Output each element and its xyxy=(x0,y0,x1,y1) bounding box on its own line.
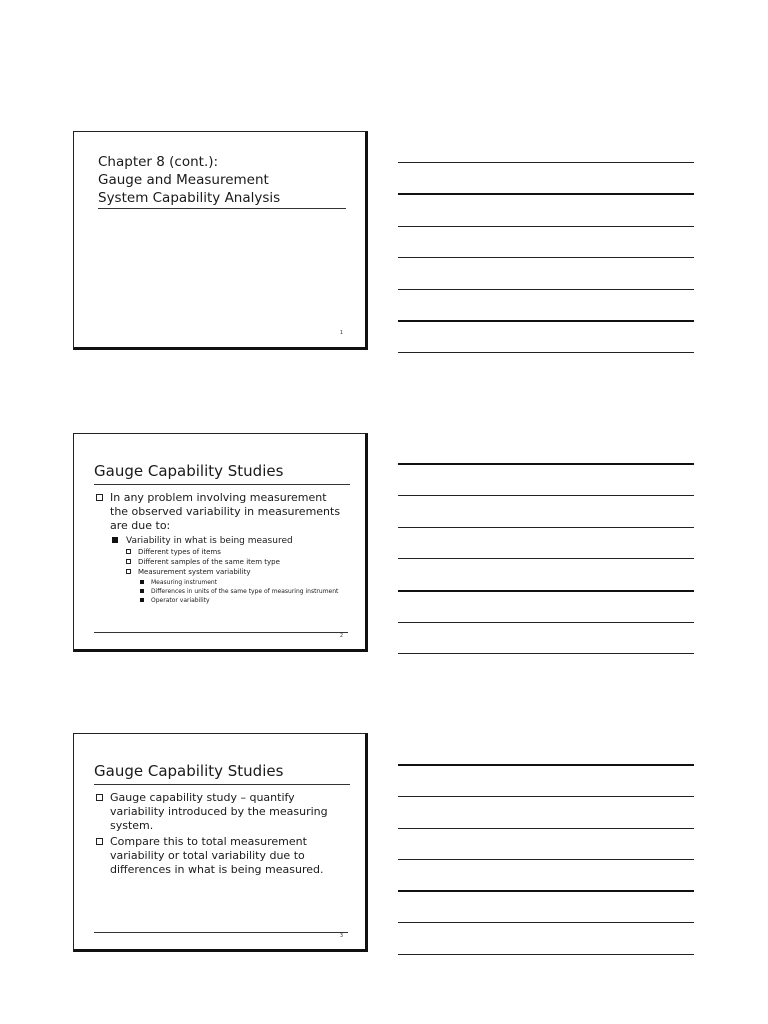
note-line xyxy=(398,796,694,797)
hollow-square-bullet-icon xyxy=(96,494,103,501)
note-line xyxy=(398,257,694,258)
title-line: Gauge and Measurement xyxy=(98,172,269,188)
note-line xyxy=(398,162,694,163)
bullet-text: Measuring instrument xyxy=(151,579,218,586)
bullet-text: Variability in what is being measured xyxy=(126,536,293,546)
footer-divider xyxy=(94,632,348,633)
bullet-item xyxy=(96,835,348,877)
hollow-square-bullet-icon xyxy=(96,838,103,845)
slide-title: Gauge Capability Studies xyxy=(94,761,350,785)
note-line xyxy=(398,622,694,623)
filled-square-bullet-icon xyxy=(140,580,144,584)
hollow-square-bullet-icon xyxy=(126,559,131,564)
level-4-bullet-item xyxy=(96,597,348,604)
bullet-text: In any problem involving measurement the observed variability in measurements are due to: xyxy=(110,491,341,532)
bullet-item xyxy=(96,491,348,533)
note-line xyxy=(398,527,694,528)
hollow-square-bullet-icon xyxy=(126,569,131,574)
note-line xyxy=(398,289,694,290)
filled-square-bullet-icon xyxy=(112,537,118,543)
slide-title xyxy=(98,153,346,209)
hollow-square-bullet-icon xyxy=(126,549,131,554)
note-line xyxy=(398,653,694,654)
note-line xyxy=(398,495,694,496)
sub-sub-bullet-item xyxy=(96,567,348,577)
bullet-text: Compare this to total measurement variability or total variability due to differences in what is being measured. xyxy=(110,835,324,876)
note-line xyxy=(398,558,694,559)
slide-number: 2 xyxy=(339,633,343,639)
note-line xyxy=(398,859,694,860)
level-4-bullet-item xyxy=(96,588,348,595)
title-line: System Capability Analysis xyxy=(98,190,281,206)
sub-sub-bullet-item xyxy=(96,547,348,557)
bullet-text: Gauge capability study – quantify variability introduced by the measuring system. xyxy=(110,791,328,832)
sub-bullet-item xyxy=(96,535,348,547)
note-line xyxy=(398,764,694,766)
sub-sub-bullet-item xyxy=(96,557,348,567)
slide-number: 3 xyxy=(339,933,343,939)
slide-body xyxy=(96,791,348,879)
slide-3 xyxy=(73,733,368,952)
level-4-bullet-item xyxy=(96,579,348,586)
bullet-text: Operator variability xyxy=(151,597,210,604)
note-line xyxy=(398,320,694,322)
bullet-text: Differences in units of the same type of measuring instrument xyxy=(151,588,339,595)
slide-body xyxy=(96,491,348,604)
note-line xyxy=(398,890,694,892)
slide-2 xyxy=(73,433,368,652)
bullet-text: Different samples of the same item type xyxy=(138,558,280,566)
filled-square-bullet-icon xyxy=(140,589,144,593)
note-line xyxy=(398,828,694,829)
note-line xyxy=(398,463,694,465)
note-line xyxy=(398,193,694,195)
bullet-text: Different types of items xyxy=(138,548,221,556)
hollow-square-bullet-icon xyxy=(96,794,103,801)
slide-1 xyxy=(73,131,368,350)
slide-number: 1 xyxy=(339,330,343,336)
footer-divider xyxy=(94,932,348,933)
title-line: Chapter 8 (cont.): xyxy=(98,154,219,170)
note-line xyxy=(398,226,694,227)
note-line xyxy=(398,590,694,592)
note-line xyxy=(398,954,694,955)
bullet-text: Measurement system variability xyxy=(138,568,251,576)
filled-square-bullet-icon xyxy=(140,598,144,602)
note-line xyxy=(398,922,694,923)
note-line xyxy=(398,352,694,353)
slide-title: Gauge Capability Studies xyxy=(94,461,350,485)
bullet-item xyxy=(96,791,348,833)
